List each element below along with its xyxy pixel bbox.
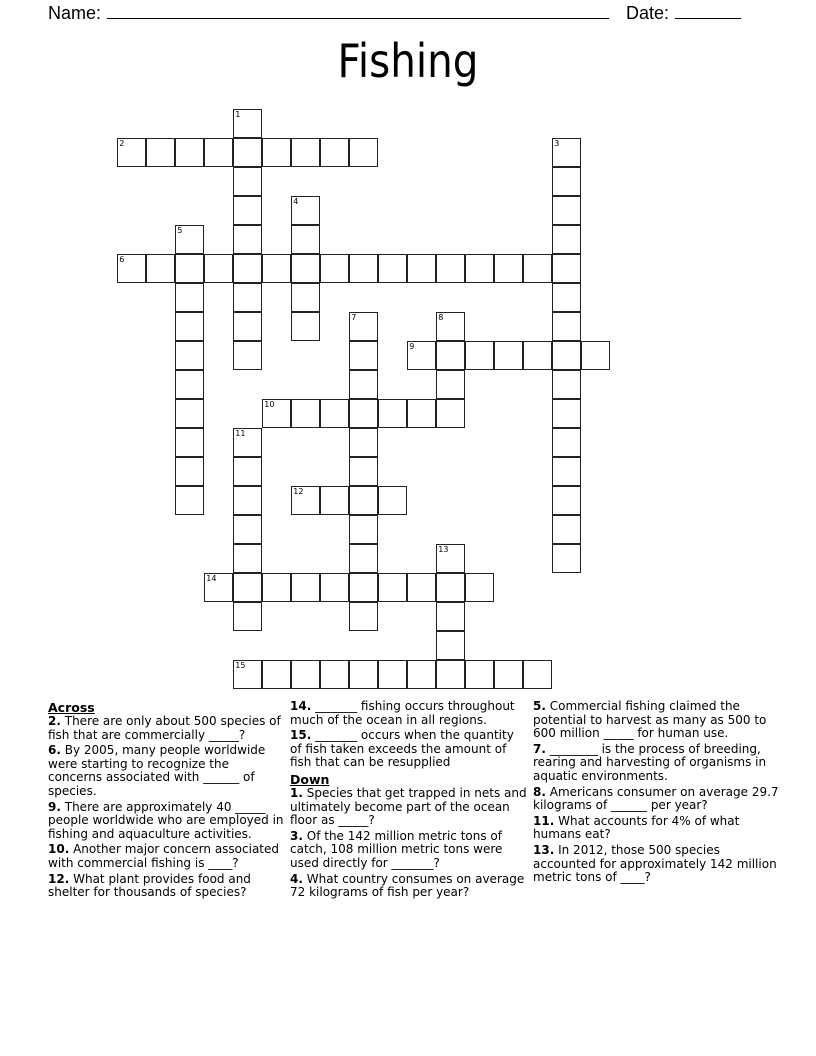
crossword-cell[interactable] [494,660,523,689]
clue-number: 7 [351,313,357,323]
crossword-cell[interactable] [233,312,262,341]
crossword-cell[interactable] [378,573,407,602]
crossword-cell[interactable] [436,631,465,660]
down-heading: Down [290,771,330,787]
crossword-cell[interactable] [436,341,465,370]
down-clue [533,743,781,784]
crossword-cell[interactable] [378,254,407,283]
crossword-cell[interactable] [262,573,291,602]
crossword-cell[interactable] [494,254,523,283]
clue-text: _______ fishing occurs throughout much of the ocean in all regions. [290,699,515,727]
crossword-cell[interactable] [175,457,204,486]
crossword-cell[interactable] [291,399,320,428]
crossword-cell[interactable] [320,486,349,515]
page-title: Fishing [337,34,479,88]
clue-number: 5 [177,226,183,236]
down-clue [290,873,528,900]
clue-number: 14 [206,574,217,584]
clue-num: 11. [533,813,555,828]
clue-number: 15 [235,661,246,671]
crossword-cell[interactable] [465,254,494,283]
crossword-cell[interactable] [349,428,378,457]
crossword-cell[interactable] [320,573,349,602]
crossword-cell[interactable] [233,167,262,196]
crossword-cell[interactable] [407,399,436,428]
crossword-cell[interactable] [233,341,262,370]
crossword-cell[interactable] [378,486,407,515]
clue-number: 12 [293,487,304,497]
crossword-cell[interactable] [175,225,204,254]
crossword-cell[interactable] [175,370,204,399]
crossword-cell[interactable] [146,138,175,167]
crossword-cell[interactable] [204,254,233,283]
down-clue [533,786,781,813]
crossword-cell[interactable] [291,573,320,602]
crossword-cell[interactable] [233,138,262,167]
crossword-cell[interactable] [291,312,320,341]
crossword-cell[interactable] [233,457,262,486]
clue-text: Another major concern associated with commercial fishing is ____? [48,842,280,870]
crossword-cell[interactable] [552,341,581,370]
across-clue [48,715,284,742]
crossword-cell[interactable] [291,486,320,515]
clue-number: 2 [119,139,125,149]
across-clue [290,700,528,727]
clue-text: Of the 142 million metric tons of catch, 108 million metric tons were used directly for _______? [290,828,503,870]
crossword-cell[interactable] [291,138,320,167]
crossword-cell[interactable] [349,544,378,573]
clue-text: _______ occurs when the quantity of fish taken exceeds the amount of fish that can be resupplied [290,728,514,770]
clue-text: What accounts for 4% of what humans eat? [533,813,740,842]
crossword-cell[interactable] [233,254,262,283]
down-clue [290,787,528,828]
across-clue [48,843,284,870]
name-label: Name: [48,3,102,23]
down-clue [533,700,781,741]
clue-num: 4. [290,871,303,886]
clue-num: 14. [290,699,312,713]
crossword-cell[interactable] [465,341,494,370]
clue-text: ________ is the process of breeding, rearing and harvesting of organisms in aquatic environments. [533,741,767,783]
crossword-cell[interactable] [552,457,581,486]
crossword-cell[interactable] [349,399,378,428]
crossword-cell[interactable] [233,109,262,138]
crossword-cell[interactable] [233,602,262,631]
clue-number: 6 [119,255,125,265]
crossword-cell[interactable] [175,254,204,283]
clue-number: 8 [438,313,444,323]
crossword-cell[interactable] [465,660,494,689]
clue-text: There are approximately 40 _____ people worldwide who are employed in fishing and aquaculture activities. [48,799,284,841]
across-clue [290,729,528,770]
down-clue [290,830,528,871]
clue-text: What plant provides food and shelter for thousands of species? [48,871,251,900]
crossword-cell[interactable] [175,312,204,341]
crossword-cell[interactable] [552,167,581,196]
crossword-cell[interactable] [175,428,204,457]
crossword-cell[interactable] [436,399,465,428]
crossword-cell[interactable] [436,660,465,689]
crossword-cell[interactable] [233,660,262,689]
clue-num: 8. [533,784,546,799]
crossword-cell[interactable] [552,138,581,167]
crossword-cell[interactable] [233,544,262,573]
crossword-cell[interactable] [523,341,552,370]
clue-number: 9 [409,342,415,352]
crossword-cell[interactable] [349,370,378,399]
crossword-cell[interactable] [436,544,465,573]
clue-num: 5. [533,699,546,713]
crossword-cell[interactable] [349,660,378,689]
crossword-cell[interactable] [407,254,436,283]
crossword-cell[interactable] [349,515,378,544]
crossword-cell[interactable] [320,254,349,283]
crossword-cell[interactable] [204,138,233,167]
crossword-cell[interactable] [552,225,581,254]
crossword-cell[interactable] [175,399,204,428]
clues-column-1 [48,700,284,902]
crossword-cell[interactable] [291,254,320,283]
across-heading: Across [48,700,95,715]
crossword-cell[interactable] [436,602,465,631]
crossword-cell[interactable] [552,515,581,544]
clue-num: 1. [290,785,303,800]
crossword-cell[interactable] [552,283,581,312]
clue-num: 7. [533,741,546,756]
crossword-cell[interactable] [552,428,581,457]
crossword-cell[interactable] [291,283,320,312]
crossword-cell[interactable] [233,225,262,254]
clue-number: 3 [554,139,560,149]
clue-num: 2. [48,714,61,728]
crossword-cell[interactable] [552,312,581,341]
crossword-cell[interactable] [349,138,378,167]
crossword-cell[interactable] [465,573,494,602]
clue-num: 13. [533,842,555,857]
clue-num: 12. [48,871,70,886]
across-clue [48,801,284,842]
crossword-cell[interactable] [349,457,378,486]
clues-column-3 [533,700,781,887]
crossword-cell[interactable] [552,544,581,573]
crossword-cell[interactable] [349,486,378,515]
crossword-cell[interactable] [291,196,320,225]
across-clue [48,744,284,798]
crossword-cell[interactable] [407,573,436,602]
clue-num: 3. [290,828,303,843]
crossword-cell[interactable] [175,341,204,370]
crossword-cell[interactable] [407,660,436,689]
date-label: Date: [626,3,670,23]
crossword-cell[interactable] [581,341,610,370]
crossword-cell[interactable] [523,660,552,689]
crossword-cell[interactable] [349,573,378,602]
crossword-cell[interactable] [349,341,378,370]
clue-number: 10 [264,400,275,410]
clue-text: What country consumes on average 72 kilograms of fish per year? [290,871,525,900]
crossword-cell[interactable] [494,341,523,370]
clue-number: 13 [438,545,449,555]
across-clue [48,873,284,900]
crossword-cell[interactable] [378,660,407,689]
crossword-cell[interactable] [436,312,465,341]
crossword-cell[interactable] [175,486,204,515]
crossword-cell[interactable] [146,254,175,283]
crossword-cell[interactable] [291,225,320,254]
crossword-cell[interactable] [175,138,204,167]
crossword-cell[interactable] [233,428,262,457]
crossword-cell[interactable] [552,370,581,399]
crossword-cell[interactable] [262,660,291,689]
crossword-cell[interactable] [233,573,262,602]
clue-number: 4 [293,197,299,207]
crossword-cell[interactable] [117,254,146,283]
clue-text: There are only about 500 species of fish that are commercially _____? [48,714,281,742]
crossword-cell[interactable] [378,399,407,428]
clues-column-2 [290,700,528,902]
crossword-cell[interactable] [552,399,581,428]
crossword-cell[interactable] [523,254,552,283]
clue-num: 9. [48,799,61,814]
clue-num: 15. [290,728,312,743]
crossword-cell[interactable] [552,196,581,225]
clue-text: In 2012, those 500 species accounted for approximately 142 million metric tons of ____? [533,842,777,885]
crossword-cell[interactable] [349,254,378,283]
crossword-cell[interactable] [436,254,465,283]
crossword-cell[interactable] [320,399,349,428]
crossword-cell[interactable] [349,602,378,631]
crossword-cell[interactable] [262,254,291,283]
crossword-cell[interactable] [436,370,465,399]
crossword-cell[interactable] [407,341,436,370]
crossword-cell[interactable] [233,486,262,515]
clue-text: Commercial fishing claimed the potential to harvest as many as 500 to 600 million _____ for human use. [533,699,767,741]
crossword-cell[interactable] [117,138,146,167]
clue-num: 10. [48,842,70,857]
crossword-cell[interactable] [204,573,233,602]
down-clue [533,844,781,885]
crossword-cell[interactable] [320,138,349,167]
crossword-cell[interactable] [320,660,349,689]
crossword-cell[interactable] [262,399,291,428]
crossword-cell[interactable] [291,660,320,689]
crossword-cell[interactable] [436,573,465,602]
crossword-cell[interactable] [233,515,262,544]
clue-text: By 2005, many people worldwide were starting to recognize the concerns associated with ______ of species. [48,743,266,798]
clue-num: 6. [48,743,61,758]
clue-text: Species that get trapped in nets and ultimately become part of the ocean floor as _____? [290,785,527,828]
clue-number: 1 [235,110,241,120]
crossword-cell[interactable] [349,312,378,341]
crossword-cell[interactable] [262,138,291,167]
crossword-cell[interactable] [175,283,204,312]
clue-number: 11 [235,429,246,439]
crossword-cell[interactable] [552,486,581,515]
clue-text: Americans consumer on average 29.7 kilograms of ______ per year? [533,784,779,813]
crossword-cell[interactable] [233,283,262,312]
crossword-cell[interactable] [233,196,262,225]
crossword-cell[interactable] [552,254,581,283]
down-clue [533,815,781,842]
